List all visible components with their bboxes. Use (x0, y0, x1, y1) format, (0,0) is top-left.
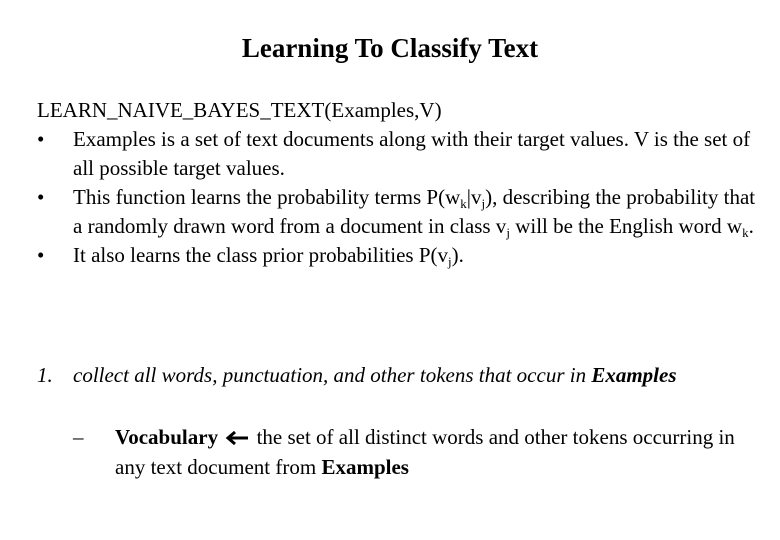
substep-bold-examples: Examples (321, 455, 409, 479)
substep-dash: – (73, 425, 84, 449)
bullet-dot: • (37, 185, 45, 209)
slide-title: Learning To Classify Text (241, 33, 539, 63)
substep-text: Vocabulary the set of all distinct words and other tokens occurring in any text document from Examples (73, 422, 763, 482)
bullet-text: Examples is a set of text documents along with their target values. V is the set of all possible target values. (73, 127, 751, 180)
substep (73, 422, 763, 482)
step-bold-examples: Examples (591, 363, 677, 387)
bullet-dot: • (37, 243, 45, 267)
bullet-text: This function learns the probability terms $P(w_k|v_j)$, describing the probability that a randomly drawn word from a document in class $v_j$ will be the English word $w_k$. (73, 185, 756, 240)
bullet-list (37, 125, 762, 270)
step-text: collect all words, punctuation, and other tokens that occur in Examples (73, 363, 677, 387)
left-arrow-icon (225, 422, 249, 452)
function-signature: LEARN_NAIVE_BAYES_TEXT(Examples,V) (37, 98, 442, 122)
step-number: 1. (37, 363, 53, 387)
bullet-text: It also learns the class prior probabilities $P(v_j)$. (73, 243, 464, 269)
bullet-item (37, 183, 762, 241)
vocabulary-term: Vocabulary (115, 425, 219, 449)
bullet-item (37, 241, 762, 270)
bullet-dot: • (37, 127, 45, 151)
bullet-item (37, 125, 762, 183)
step-1 (37, 360, 737, 390)
